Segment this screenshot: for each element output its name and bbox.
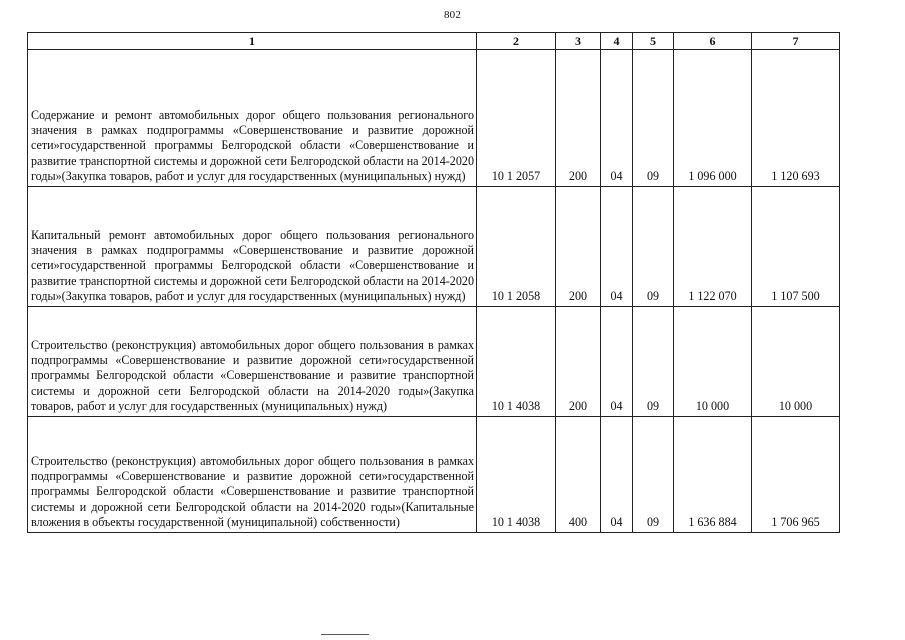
row-amount-1: 10 000 (674, 307, 752, 417)
row-target-code: 10 1 2058 (477, 187, 556, 307)
row-amount-1: 1 636 884 (674, 417, 752, 533)
column-header-4: 4 (601, 33, 633, 50)
row-amount-1: 1 096 000 (674, 50, 752, 187)
header-row (28, 33, 840, 50)
row-section: 04 (601, 50, 633, 187)
table-row (28, 50, 840, 187)
row-description (28, 417, 477, 533)
row-expense-type: 400 (556, 417, 601, 533)
row-description-text: Строительство (реконструкция) автомобильных дорог общего пользования в рамках подпрограммы «Совершенствование и развитие дорожной сети»государственной программы Белгородской области «Совершенствование и развитие транспортной системы и дорожной сети Белгородской области на 2014-2020 годы»(Закупка товаров, работ и услуг для государственных (муниципальных) нужд) (31, 337, 474, 413)
row-amount-2: 10 000 (752, 307, 840, 417)
column-header-1: 1 (28, 33, 477, 50)
table-row (28, 307, 840, 417)
row-description (28, 50, 477, 187)
row-section: 04 (601, 307, 633, 417)
row-target-code: 10 1 4038 (477, 417, 556, 533)
table-row (28, 187, 840, 307)
row-expense-type: 200 (556, 187, 601, 307)
row-section: 04 (601, 187, 633, 307)
budget-table (27, 32, 840, 533)
column-header-2: 2 (477, 33, 556, 50)
row-subsection: 09 (633, 187, 674, 307)
column-header-3: 3 (556, 33, 601, 50)
row-amount-2: 1 120 693 (752, 50, 840, 187)
column-header-6: 6 (674, 33, 752, 50)
row-subsection: 09 (633, 307, 674, 417)
row-amount-2: 1 706 965 (752, 417, 840, 533)
page-number: 802 (443, 9, 462, 21)
row-amount-1: 1 122 070 (674, 187, 752, 307)
row-subsection: 09 (633, 417, 674, 533)
page-footer-rule (321, 634, 369, 635)
row-amount-2: 1 107 500 (752, 187, 840, 307)
row-expense-type: 200 (556, 50, 601, 187)
row-description (28, 307, 477, 417)
row-expense-type: 200 (556, 307, 601, 417)
row-target-code: 10 1 2057 (477, 50, 556, 187)
column-header-5: 5 (633, 33, 674, 50)
table-row (28, 417, 840, 533)
row-description-text: Капитальный ремонт автомобильных дорог общего пользования регионального значения в рамках подпрограммы «Совершенствование и развитие дорожной сети»государственной программы Белгородской области «Совершенствование и развитие транспортной системы и дорожной сети Белгородской области на 2014-2020 годы»(Закупка товаров, работ и услуг для государственных (муниципальных) нужд) (31, 227, 474, 303)
row-section: 04 (601, 417, 633, 533)
column-header-7: 7 (752, 33, 840, 50)
row-description-text: Содержание и ремонт автомобильных дорог общего пользования регионального значения в рамках подпрограммы «Совершенствование и развитие дорожной сети»государственной программы Белгородской области «Совершенствование и развитие транспортной системы и дорожной сети Белгородской области на 2014-2020 годы»(Закупка товаров, работ и услуг для государственных (муниципальных) нужд) (31, 107, 474, 183)
row-target-code: 10 1 4038 (477, 307, 556, 417)
row-description (28, 187, 477, 307)
row-description-text: Строительство (реконструкция) автомобильных дорог общего пользования в рамках подпрограммы «Совершенствование и развитие дорожной сети»государственной программы Белгородской области «Совершенствование и развитие транспортной системы и дорожной сети Белгородской области на 2014-2020 годы»(Капитальные вложения в объекты государственной (муниципальной) собственности) (31, 453, 474, 529)
row-subsection: 09 (633, 50, 674, 187)
